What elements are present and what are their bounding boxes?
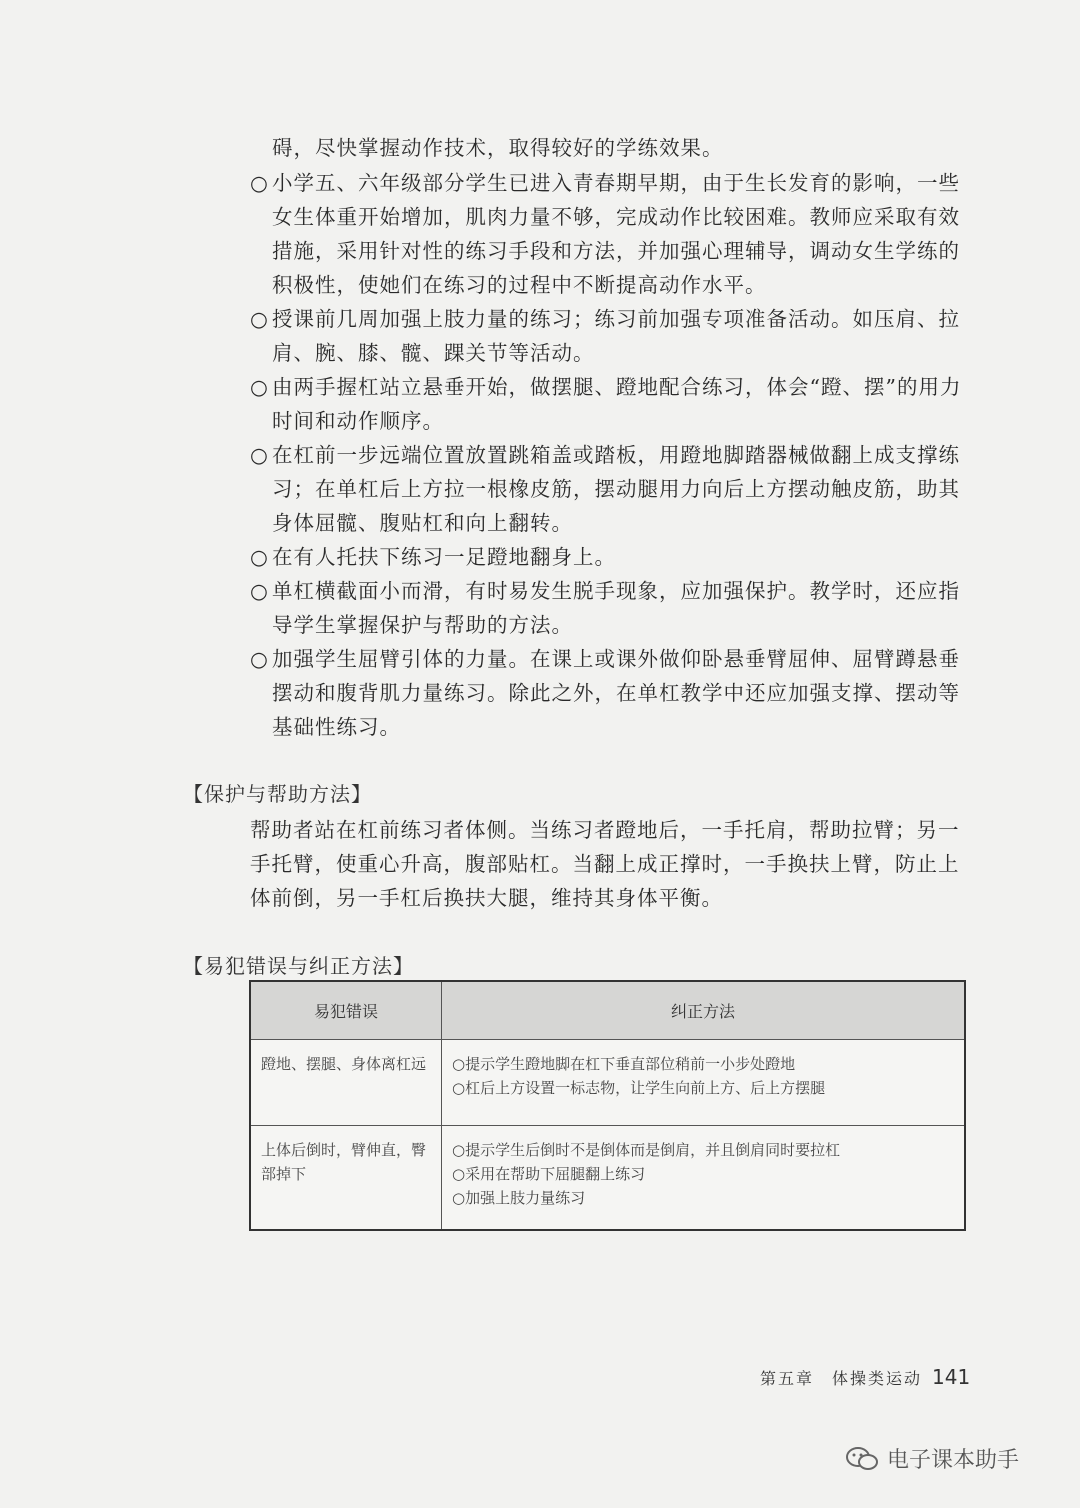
protection-section-title: 【保护与帮助方法】	[183, 782, 372, 806]
circle-bullet-icon: ○	[250, 307, 269, 331]
errors-section-title: 【易犯错误与纠正方法】	[183, 954, 414, 978]
protection-text: 帮助者站在杠前练习者体侧。当练习者蹬地后，一手托肩，帮助拉臂；另一手托臂，使重心升高，腹部贴杠。当翻上成正撑时，一手换扶上臂，防止上体前倒，另一手杠后换扶大腿，维持其身体平衡。	[250, 818, 960, 910]
circle-bullet-icon: ○	[250, 171, 269, 195]
table-header-error: 易犯错误	[250, 981, 442, 1040]
watermark-text: 电子课本助手	[887, 1448, 1020, 1473]
circle-bullet-icon: ○	[250, 647, 269, 671]
error-cell: 上体后倒时，臂伸直，臀部掉下	[250, 1126, 442, 1230]
circle-bullet-icon: ○	[250, 545, 269, 569]
errors-table	[249, 980, 966, 1231]
list-item: ○ 小学五、六年级部分学生已进入青春期早期，由于生长发育的影响，一些女生体重开始增加，肌肉力量不够，完成动作比较困难。教师应采取有效措施，采用针对性的练习手段和方法，并加强心理辅导，调动女生学练的积极性，使她们在练习的过程中不断提高动作水平。	[250, 166, 970, 302]
list-item: ○ 在有人托扶下练习一足蹬地翻身上。	[250, 540, 970, 574]
wechat-logo-icon	[845, 1446, 879, 1472]
fix-cell: ○提示学生后倒时不是倒体而是倒肩，并且倒肩同时要拉杠 ○采用在帮助下屈腿翻上练习 ○加强上肢力量练习	[442, 1126, 966, 1230]
circle-bullet-icon: ○	[250, 375, 269, 399]
table-header-fix: 纠正方法	[442, 981, 966, 1040]
circle-bullet-icon: ○	[250, 443, 269, 467]
list-item: ○ 由两手握杠站立悬垂开始，做摆腿、蹬地配合练习，体会“蹬、摆”的用力时间和动作顺序。	[250, 370, 970, 438]
page-number: 141	[932, 1365, 971, 1389]
chapter-label: 第五章 体操类运动	[760, 1369, 923, 1388]
table-row	[250, 1040, 965, 1126]
error-cell: 蹬地、摆腿、身体离杠远	[250, 1040, 442, 1126]
circle-bullet-icon: ○	[250, 579, 269, 603]
wechat-watermark	[845, 1443, 1019, 1474]
list-item: ○ 授课前几周加强上肢力量的练习；练习前加强专项准备活动。如压肩、拉肩、腕、膝、髋、踝关节等活动。	[250, 302, 970, 370]
table-row	[250, 1126, 965, 1230]
teaching-tips-list	[250, 166, 970, 744]
fix-cell: ○提示学生蹬地脚在杠下垂直部位稍前一小步处蹬地 ○杠后上方设置一标志物，让学生向前上方、后上方摆腿	[442, 1040, 966, 1126]
list-item: ○ 单杠横截面小而滑，有时易发生脱手现象，应加强保护。教学时，还应指导学生掌握保护与帮助的方法。	[250, 574, 970, 642]
list-item: ○ 在杠前一步远端位置放置跳箱盖或踏板，用蹬地脚踏器械做翻上成支撑练习；在单杠后上方拉一根橡皮筋，摆动腿用力向后上方摆动触皮筋，助其身体屈髋、腹贴杠和向上翻转。	[250, 438, 970, 540]
page-footer	[760, 1365, 970, 1389]
continuation-text: 碍，尽快掌握动作技术，取得较好的学练效果。	[272, 136, 724, 160]
list-item: ○ 加强学生屈臂引体的力量。在课上或课外做仰卧悬垂臂屈伸、屈臂蹲悬垂摆动和腹背肌力量练习。除此之外，在单杠教学中还应加强支撑、摆动等基础性练习。	[250, 642, 970, 744]
